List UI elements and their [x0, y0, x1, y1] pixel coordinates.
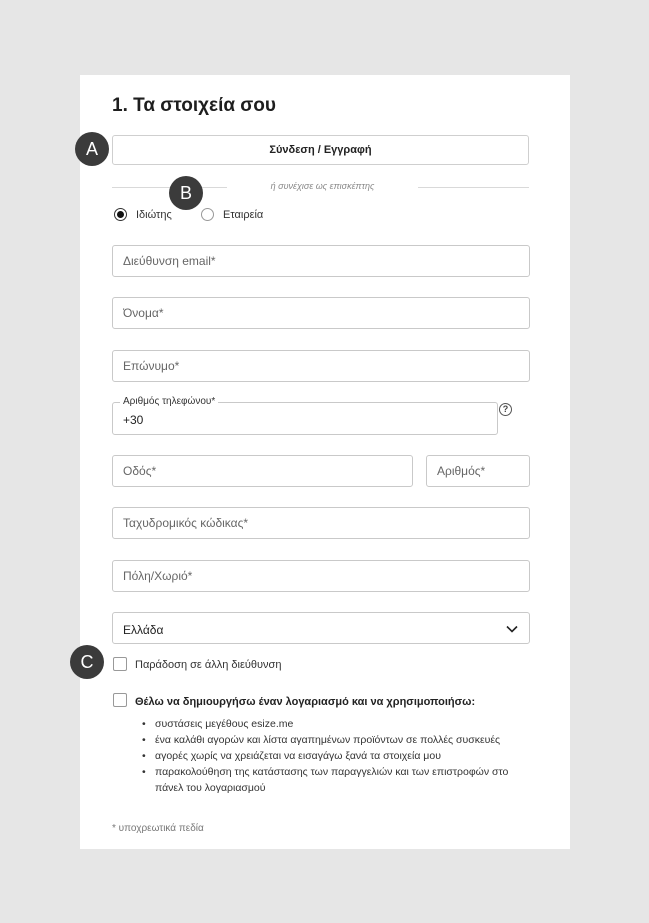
annotation-marker-b: B — [169, 176, 203, 210]
postal-code-field-wrapper — [112, 507, 530, 539]
guest-divider-text: ή συνέχισε ως επισκέπτης — [270, 181, 375, 191]
phone-input[interactable] — [112, 396, 498, 435]
country-select[interactable] — [112, 612, 530, 644]
question-icon[interactable]: ? — [499, 403, 512, 416]
list-item: • παρακολούθηση της κατάστασης των παραγγελιών και των επιστροφών στο πάνελ του λογαριασμού — [142, 764, 532, 796]
email-field-wrapper — [112, 245, 530, 277]
login-register-button[interactable]: Σύνδεση / Εγγραφή — [112, 135, 529, 165]
radio-unchecked-icon[interactable] — [201, 208, 214, 221]
list-item: • συστάσεις μεγέθους esize.me — [142, 716, 532, 732]
radio-checked-icon[interactable] — [114, 208, 127, 221]
email-input[interactable] — [113, 246, 529, 276]
delivery-other-address-checkbox[interactable] — [113, 657, 127, 671]
city-field-wrapper — [112, 560, 530, 592]
create-account-label[interactable]: Θέλω να δημιουργήσω έναν λογαριασμό και να χρησιμοποιήσω: — [135, 696, 476, 708]
phone-value: +30 — [123, 413, 144, 427]
radio-company-label: Εταιρεία — [223, 208, 264, 221]
annotation-marker-c: C — [70, 645, 104, 679]
postal-code-input[interactable] — [113, 508, 529, 538]
annotation-marker-a: A — [75, 132, 109, 166]
last-name-field-wrapper — [112, 350, 530, 382]
first-name-field-wrapper — [112, 297, 530, 329]
radio-company[interactable] — [201, 208, 263, 221]
last-name-input[interactable] — [113, 351, 529, 381]
radio-individual[interactable] — [114, 208, 172, 221]
country-value: Ελλάδα — [123, 623, 164, 637]
required-fields-note: * υποχρεωτικά πεδία — [112, 823, 204, 834]
street-number-input[interactable] — [427, 456, 529, 486]
create-account-checkbox[interactable] — [113, 693, 127, 707]
street-input[interactable] — [113, 456, 412, 486]
list-item: • ένα καλάθι αγορών και λίστα αγαπημένων προϊόντων σε πολλές συσκευές — [142, 732, 532, 748]
street-number-field-wrapper — [426, 455, 530, 487]
delivery-other-address-label[interactable]: Παράδοση σε άλλη διεύθυνση — [135, 659, 282, 671]
street-field-wrapper — [112, 455, 413, 487]
section-title: 1. Τα στοιχεία σου — [112, 95, 276, 116]
account-benefits-list — [142, 716, 532, 796]
radio-individual-label: Ιδιώτης — [136, 208, 172, 221]
first-name-input[interactable] — [113, 298, 529, 328]
chevron-down-icon — [505, 622, 519, 636]
divider-line-right — [418, 187, 529, 188]
checkout-form-card — [80, 75, 570, 849]
list-item: • αγορές χωρίς να χρειάζεται να εισαγάγω ξανά τα στοιχεία μου — [142, 748, 532, 764]
phone-label: Αριθμός τηλεφώνου* — [120, 396, 218, 408]
city-input[interactable] — [113, 561, 529, 591]
